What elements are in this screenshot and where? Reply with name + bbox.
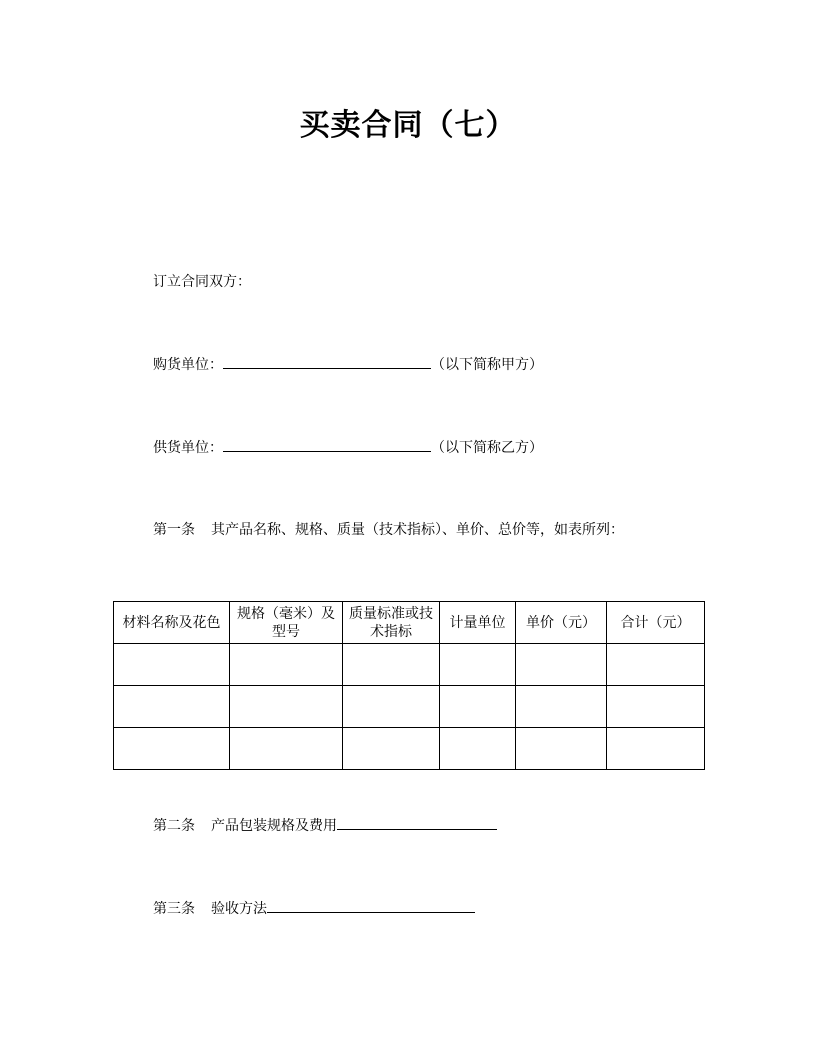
buyer-suffix: （以下简称甲方） bbox=[431, 357, 543, 373]
article-3-number: 第三条 bbox=[153, 901, 195, 917]
article-1 bbox=[153, 520, 624, 540]
header-unit: 计量单位 bbox=[440, 602, 516, 644]
buyer-line bbox=[153, 354, 543, 375]
seller-blank[interactable] bbox=[223, 437, 431, 452]
article-3-text: 验收方法 bbox=[211, 901, 267, 917]
article-1-text: 其产品名称、规格、质量（技术指标）、单价、总价等，如表所列： bbox=[211, 522, 624, 538]
table-header-row bbox=[114, 602, 705, 644]
document-title: 买卖合同（七） bbox=[299, 108, 517, 143]
article-1-number: 第一条 bbox=[153, 522, 195, 538]
table-cell[interactable] bbox=[114, 728, 230, 770]
table-cell[interactable] bbox=[607, 686, 705, 728]
table-cell[interactable] bbox=[440, 728, 516, 770]
buyer-label: 购货单位： bbox=[153, 357, 223, 373]
article-2 bbox=[153, 815, 497, 836]
table-cell[interactable] bbox=[440, 686, 516, 728]
article-2-blank[interactable] bbox=[337, 815, 497, 830]
seller-suffix: （以下简称乙方） bbox=[431, 440, 543, 456]
table-cell[interactable] bbox=[516, 644, 607, 686]
table-cell[interactable] bbox=[230, 728, 343, 770]
table-cell[interactable] bbox=[114, 644, 230, 686]
table-cell[interactable] bbox=[516, 728, 607, 770]
table-row bbox=[114, 686, 705, 728]
header-quality: 质量标准或技术指标 bbox=[343, 602, 440, 644]
table-cell[interactable] bbox=[114, 686, 230, 728]
parties-intro: 订立合同双方： bbox=[153, 274, 251, 290]
header-spec: 规格（毫米）及型号 bbox=[230, 602, 343, 644]
header-material: 材料名称及花色 bbox=[114, 602, 230, 644]
seller-line bbox=[153, 437, 543, 458]
table-cell[interactable] bbox=[230, 686, 343, 728]
buyer-blank[interactable] bbox=[223, 354, 431, 369]
table-cell[interactable] bbox=[607, 644, 705, 686]
table-row bbox=[114, 728, 705, 770]
article-2-number: 第二条 bbox=[153, 818, 195, 834]
table-cell[interactable] bbox=[230, 644, 343, 686]
article-3-blank[interactable] bbox=[267, 898, 475, 913]
article-3 bbox=[153, 898, 475, 919]
table-cell[interactable] bbox=[607, 728, 705, 770]
seller-label: 供货单位： bbox=[153, 440, 223, 456]
table-cell[interactable] bbox=[343, 644, 440, 686]
table-cell[interactable] bbox=[343, 728, 440, 770]
product-table bbox=[113, 601, 705, 770]
table-cell[interactable] bbox=[440, 644, 516, 686]
header-unit-price: 单价（元） bbox=[516, 602, 607, 644]
article-2-text: 产品包装规格及费用 bbox=[211, 818, 337, 834]
table-row bbox=[114, 644, 705, 686]
table-cell[interactable] bbox=[343, 686, 440, 728]
header-total: 合计（元） bbox=[607, 602, 705, 644]
table-cell[interactable] bbox=[516, 686, 607, 728]
